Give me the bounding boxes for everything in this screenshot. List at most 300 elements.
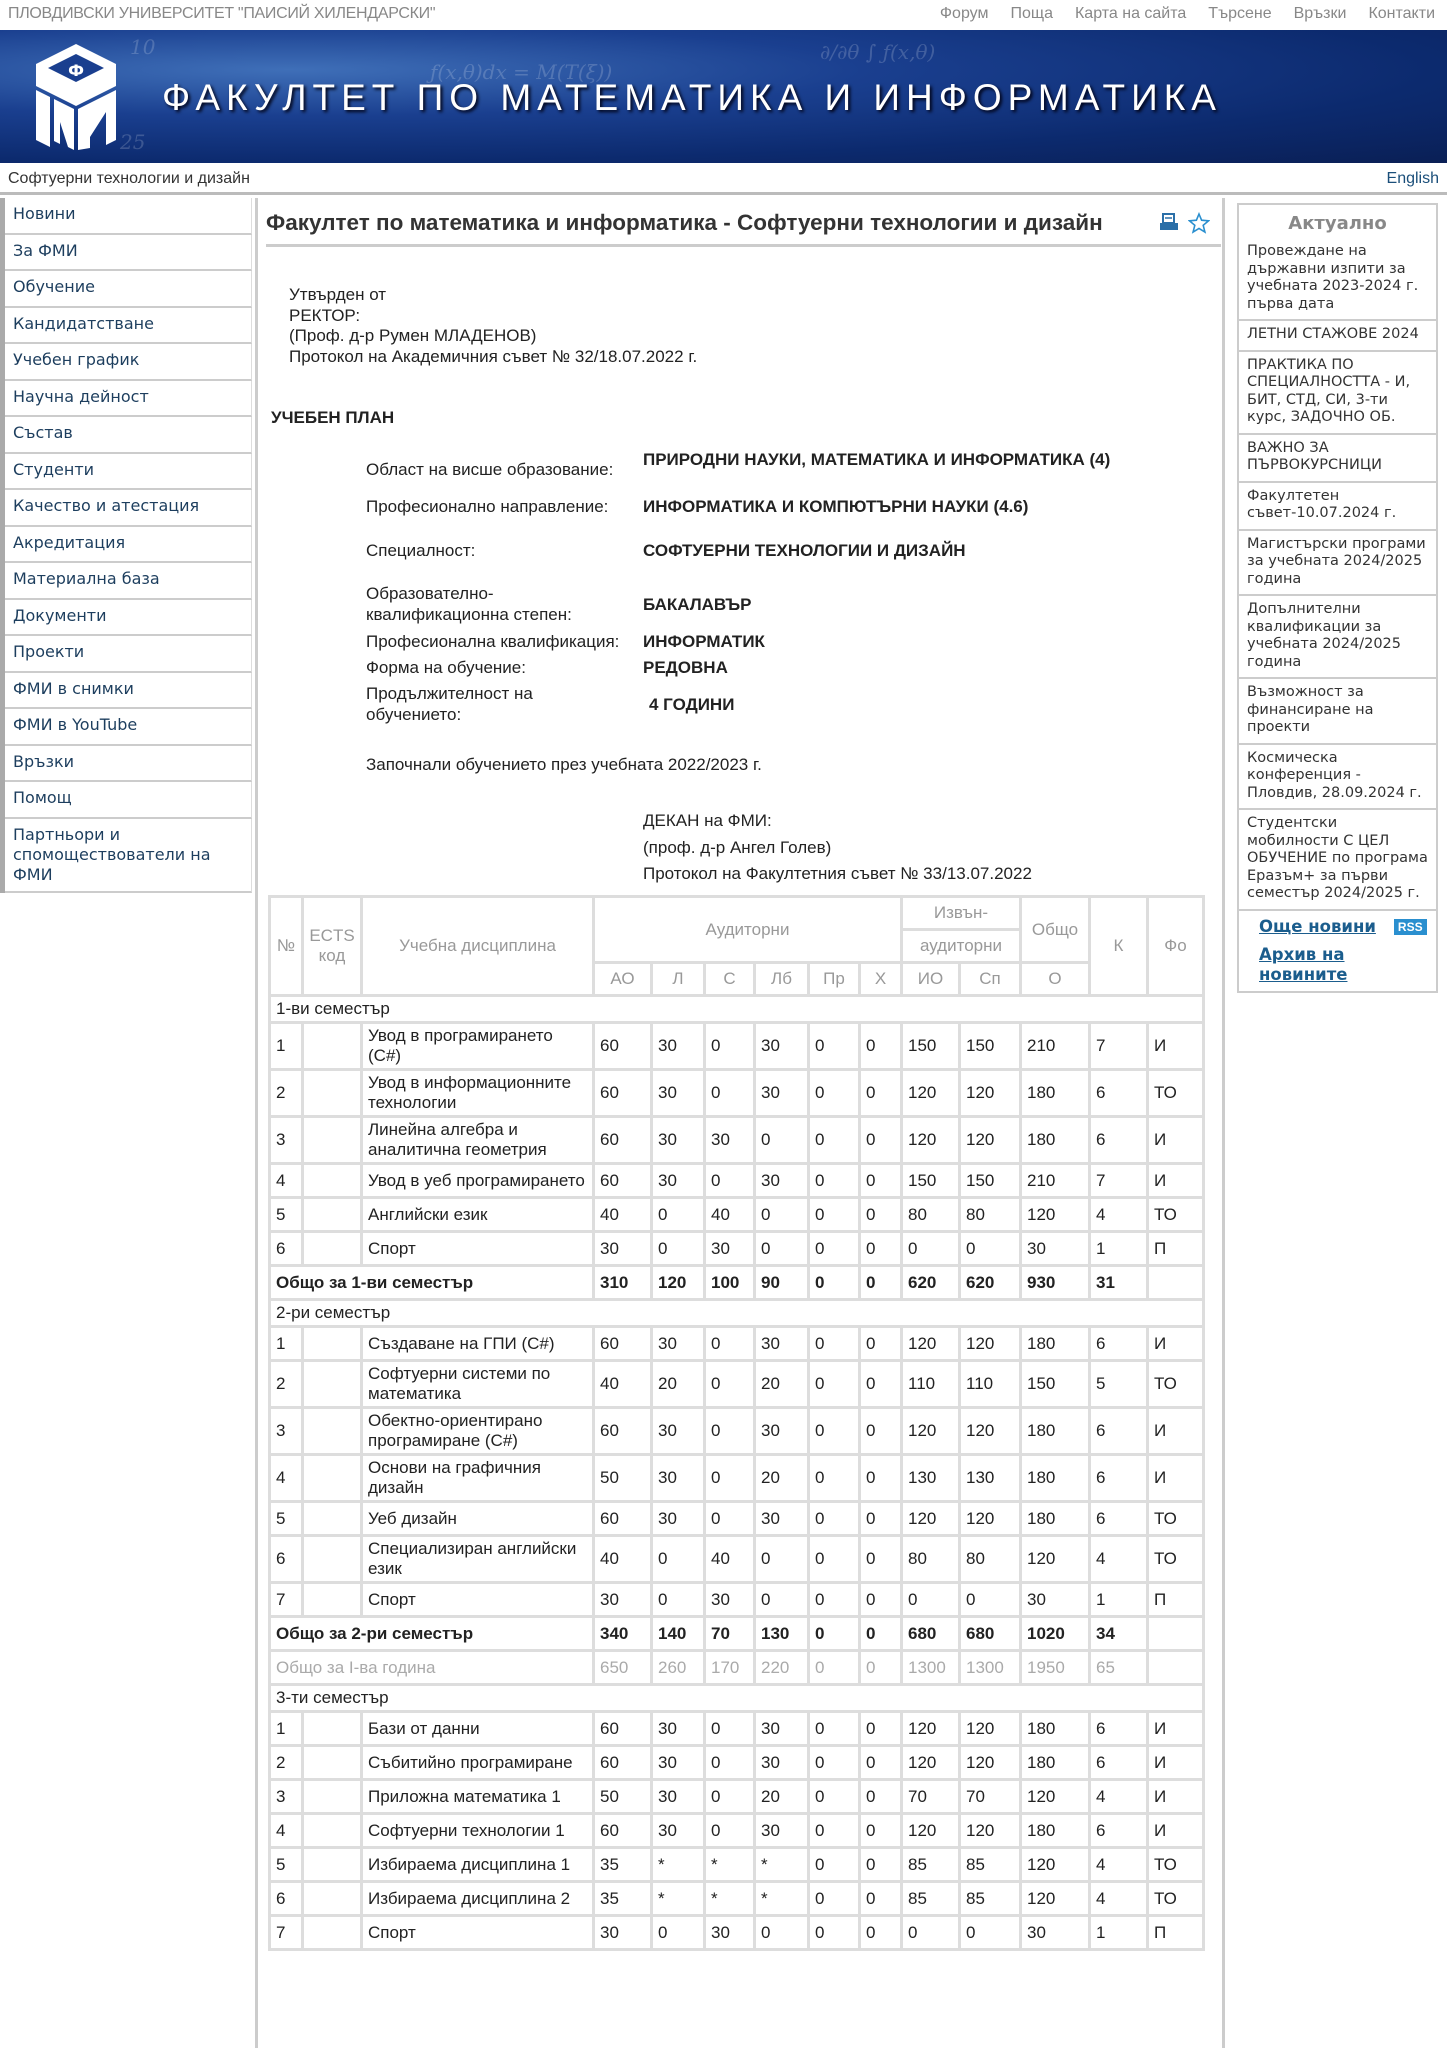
table-cell: Спорт xyxy=(362,1232,594,1266)
news-item[interactable]: Възможност за финансиране на проекти xyxy=(1239,679,1436,745)
info-label-duration: Продължителност на обучението: xyxy=(366,684,533,724)
table-cell: 2 xyxy=(270,1070,303,1117)
table-cell: 0 xyxy=(652,1198,705,1232)
total-cell: 1950 xyxy=(1021,1651,1090,1685)
nav-item[interactable]: Документи xyxy=(5,600,252,637)
nav-item[interactable]: Качество и атестация xyxy=(5,490,252,527)
header-sub-column: С xyxy=(705,963,755,996)
total-cell xyxy=(1148,1651,1204,1685)
more-news-link[interactable]: Още новини xyxy=(1259,916,1376,936)
table-cell: 30 xyxy=(652,1023,705,1070)
table-cell: 30 xyxy=(755,1023,809,1070)
table-cell: 180 xyxy=(1021,1327,1090,1361)
semester-total-row xyxy=(270,1266,1204,1300)
table-cell: 30 xyxy=(652,1455,705,1502)
info-label-qualification: Професионална квалификация: xyxy=(366,632,620,651)
table-cell: 5 xyxy=(270,1848,303,1882)
total-cell: 34 xyxy=(1090,1617,1148,1651)
link-search[interactable]: Търсене xyxy=(1208,5,1272,22)
header-sub-column: Х xyxy=(860,963,902,996)
header-sub-column: Пр xyxy=(809,963,860,996)
table-cell: 0 xyxy=(860,1198,902,1232)
table-cell: 30 xyxy=(705,1583,755,1617)
print-icon[interactable] xyxy=(1158,212,1180,234)
total-cell: 31 xyxy=(1090,1266,1148,1300)
top-bar xyxy=(0,0,1447,30)
table-cell: 150 xyxy=(902,1023,960,1070)
info-value-specialty: СОФТУЕРНИ ТЕХНОЛОГИИ И ДИЗАЙН xyxy=(643,541,966,560)
table-cell: П xyxy=(1148,1583,1204,1617)
table-cell: 0 xyxy=(860,1164,902,1198)
info-value-duration: 4 ГОДИНИ xyxy=(649,695,735,714)
news-item[interactable]: Космическа конференция - Пловдив, 28.09.2024 г. xyxy=(1239,745,1436,811)
total-cell: Общо за 1-ви семестър xyxy=(270,1266,594,1300)
table-cell: Бази от данни xyxy=(362,1712,594,1746)
table-cell: 0 xyxy=(902,1916,960,1950)
table-cell: 0 xyxy=(652,1583,705,1617)
year-total-row xyxy=(270,1651,1204,1685)
table-cell: Приложна математика 1 xyxy=(362,1780,594,1814)
table-cell: 0 xyxy=(755,1583,809,1617)
plan-heading: УЧЕБЕН ПЛАН xyxy=(271,408,395,427)
nav-item[interactable]: Новини xyxy=(5,198,252,235)
link-sitemap[interactable]: Карта на сайта xyxy=(1074,5,1187,22)
table-cell: 6 xyxy=(1090,1327,1148,1361)
total-cell: 65 xyxy=(1090,1651,1148,1685)
table-cell: И xyxy=(1148,1712,1204,1746)
table-cell: 0 xyxy=(860,1916,902,1950)
table-cell: П xyxy=(1148,1916,1204,1950)
table-cell: Софтуерни технологии 1 xyxy=(362,1814,594,1848)
header-no: № xyxy=(270,897,303,996)
table-cell: 0 xyxy=(809,1070,860,1117)
table-cell xyxy=(303,1455,362,1502)
nav-item[interactable]: Учебен график xyxy=(5,344,252,381)
table-row xyxy=(270,1023,1204,1070)
curriculum-table xyxy=(268,895,1205,1951)
table-cell: И xyxy=(1148,1814,1204,1848)
info-value-direction: ИНФОРМАТИКА И КОМПЮТЪРНИ НАУКИ (4.6) xyxy=(643,497,1029,516)
table-cell: ТО xyxy=(1148,1502,1204,1536)
table-cell: П xyxy=(1148,1232,1204,1266)
total-cell: Общо за I-ва година xyxy=(270,1651,594,1685)
table-cell: 4 xyxy=(270,1455,303,1502)
table-cell: 60 xyxy=(594,1712,652,1746)
star-favorite-icon[interactable] xyxy=(1188,212,1210,234)
table-cell: 0 xyxy=(860,1327,902,1361)
total-cell: 140 xyxy=(652,1617,705,1651)
table-cell: 120 xyxy=(902,1408,960,1455)
table-cell: 35 xyxy=(594,1882,652,1916)
table-cell: 70 xyxy=(960,1780,1021,1814)
table-cell: 30 xyxy=(755,1814,809,1848)
table-cell: 5 xyxy=(270,1502,303,1536)
table-cell: 1 xyxy=(270,1327,303,1361)
table-cell: 120 xyxy=(960,1502,1021,1536)
table-cell: 0 xyxy=(705,1814,755,1848)
table-cell: 35 xyxy=(594,1848,652,1882)
table-cell xyxy=(303,1814,362,1848)
table-cell: 0 xyxy=(809,1198,860,1232)
table-row xyxy=(270,1408,1204,1455)
table-cell: 0 xyxy=(705,1327,755,1361)
table-cell: 0 xyxy=(860,1814,902,1848)
dean-block xyxy=(643,808,1032,888)
table-cell: 30 xyxy=(652,1327,705,1361)
table-cell: 30 xyxy=(652,1746,705,1780)
table-cell: Основи на графичния дизайн xyxy=(362,1455,594,1502)
news-sidebar xyxy=(1237,203,1438,993)
table-cell: 1 xyxy=(270,1712,303,1746)
left-navigation xyxy=(0,198,252,893)
semester-title: 1-ви семестър xyxy=(270,996,1204,1023)
table-cell: 30 xyxy=(755,1070,809,1117)
table-cell: Обектно-ориентирано програмиране (C#) xyxy=(362,1408,594,1455)
nav-item[interactable]: Материална база xyxy=(5,563,252,600)
news-item[interactable]: Факултетен съвет-10.07.2024 г. xyxy=(1239,483,1436,531)
header-banner: ƒ(x,θ)dx = M(T(ξ)) ∂/∂θ ∫ ƒ(x,θ) 10 25 Ф ФАКУЛТЕТ ПО МАТЕМАТИКА И ИНФОРМАТИКА xyxy=(0,30,1447,163)
table-cell: 0 xyxy=(705,1455,755,1502)
table-cell: 0 xyxy=(705,1408,755,1455)
table-cell: 0 xyxy=(755,1536,809,1583)
table-row xyxy=(270,1327,1204,1361)
table-cell: 180 xyxy=(1021,1814,1090,1848)
table-cell: 6 xyxy=(270,1882,303,1916)
table-cell: 0 xyxy=(860,1117,902,1164)
table-cell: 60 xyxy=(594,1164,652,1198)
table-cell: 0 xyxy=(705,1164,755,1198)
header-extra-2: аудиторни xyxy=(902,930,1021,963)
table-cell: 6 xyxy=(1090,1070,1148,1117)
table-cell: 0 xyxy=(809,1232,860,1266)
table-cell: 30 xyxy=(1021,1583,1090,1617)
semester-title: 2-ри семестър xyxy=(270,1300,1204,1327)
info-label-degree: Образователно-квалификационна степен: xyxy=(366,584,572,624)
news-item[interactable]: ЛЕТНИ СТАЖОВЕ 2024 xyxy=(1239,321,1436,352)
table-cell: 110 xyxy=(902,1361,960,1408)
table-cell: 60 xyxy=(594,1023,652,1070)
table-cell xyxy=(303,1882,362,1916)
news-item[interactable]: Провеждане на държавни изпити за учебната 2023-2024 г. първа дата xyxy=(1239,238,1436,321)
table-cell: 0 xyxy=(755,1916,809,1950)
table-cell: Избираема дисциплина 1 xyxy=(362,1848,594,1882)
table-cell: 120 xyxy=(902,1327,960,1361)
table-cell: 0 xyxy=(755,1198,809,1232)
table-cell: 80 xyxy=(960,1198,1021,1232)
table-cell: Софтуерни системи по математика xyxy=(362,1361,594,1408)
table-cell: Избираема дисциплина 2 xyxy=(362,1882,594,1916)
table-cell: 20 xyxy=(755,1455,809,1502)
news-item[interactable]: ВАЖНО ЗА ПЪРВОКУРСНИЦИ xyxy=(1239,435,1436,483)
table-cell: 40 xyxy=(594,1198,652,1232)
table-cell: 85 xyxy=(960,1848,1021,1882)
table-cell: 30 xyxy=(652,1814,705,1848)
table-cell: 0 xyxy=(860,1712,902,1746)
table-cell: И xyxy=(1148,1164,1204,1198)
current-section: Софтуерни технологии и дизайн xyxy=(8,170,250,187)
table-row xyxy=(270,1502,1204,1536)
table-cell: 0 xyxy=(809,1023,860,1070)
total-cell: 680 xyxy=(902,1617,960,1651)
table-cell xyxy=(303,1232,362,1266)
table-cell: 0 xyxy=(652,1232,705,1266)
header-auditory: Аудиторни xyxy=(594,897,902,963)
table-cell: 60 xyxy=(594,1327,652,1361)
table-cell: 0 xyxy=(809,1712,860,1746)
table-cell: * xyxy=(755,1848,809,1882)
dean-protocol: Протокол на Факултетния съвет № 33/13.07.2022 xyxy=(643,864,1032,883)
table-cell: 30 xyxy=(652,1070,705,1117)
news-item[interactable]: Допълнителни квалификации за учебната 2024/2025 година xyxy=(1239,596,1436,679)
table-cell xyxy=(303,1023,362,1070)
header-form: Фо xyxy=(1148,897,1204,996)
table-cell xyxy=(303,1780,362,1814)
total-cell: 130 xyxy=(755,1617,809,1651)
header-extra-1: Извън- xyxy=(902,897,1021,930)
table-cell: 40 xyxy=(594,1536,652,1583)
table-cell xyxy=(303,1327,362,1361)
table-cell: 60 xyxy=(594,1070,652,1117)
total-cell: 220 xyxy=(755,1651,809,1685)
table-cell: 4 xyxy=(1090,1882,1148,1916)
fmi-logo[interactable] xyxy=(30,42,122,152)
table-cell: Увод в уеб програмирането xyxy=(362,1164,594,1198)
table-cell: 120 xyxy=(1021,1882,1090,1916)
table-cell xyxy=(303,1916,362,1950)
total-cell: 170 xyxy=(705,1651,755,1685)
table-cell: 0 xyxy=(705,1780,755,1814)
table-cell: 6 xyxy=(1090,1455,1148,1502)
news-archive-link[interactable]: Архив на новините xyxy=(1259,944,1348,984)
table-cell: 0 xyxy=(809,1455,860,1502)
top-links xyxy=(940,5,1435,23)
table-cell: Създаване на ГПИ (C#) xyxy=(362,1327,594,1361)
table-cell: 30 xyxy=(755,1327,809,1361)
table-cell: 30 xyxy=(594,1583,652,1617)
nav-item[interactable]: Партньори и спомоществователи на ФМИ xyxy=(5,819,252,893)
table-cell: 120 xyxy=(902,1814,960,1848)
table-cell xyxy=(303,1583,362,1617)
table-row xyxy=(270,1198,1204,1232)
table-cell: 120 xyxy=(902,1117,960,1164)
table-cell: 5 xyxy=(270,1198,303,1232)
semester-row xyxy=(270,996,1204,1023)
table-cell: 0 xyxy=(755,1232,809,1266)
table-cell: 0 xyxy=(809,1583,860,1617)
table-cell: ТО xyxy=(1148,1198,1204,1232)
approved-protocol: Протокол на Академичния съвет № 32/18.07.2022 г. xyxy=(289,346,698,366)
nav-item[interactable]: ФМИ в YouTube xyxy=(5,709,252,746)
table-cell xyxy=(303,1502,362,1536)
table-cell: * xyxy=(705,1848,755,1882)
nav-item[interactable]: Научна дейност xyxy=(5,381,252,418)
started-text: Започнали обучението през учебната 2022/2023 г. xyxy=(366,755,762,774)
table-cell: 180 xyxy=(1021,1070,1090,1117)
total-cell: 120 xyxy=(652,1266,705,1300)
table-cell: 1 xyxy=(270,1023,303,1070)
table-cell: 70 xyxy=(902,1780,960,1814)
table-row xyxy=(270,1536,1204,1583)
table-cell: 150 xyxy=(902,1164,960,1198)
table-row xyxy=(270,1583,1204,1617)
table-cell: 0 xyxy=(809,1916,860,1950)
table-cell: 120 xyxy=(960,1327,1021,1361)
table-cell: 30 xyxy=(652,1164,705,1198)
table-cell: И xyxy=(1148,1455,1204,1502)
news-item[interactable]: Студентски мобилности С ЦЕЛ ОБУЧЕНИЕ по програма Еразъм+ за първи семестър 2024/2025 г. xyxy=(1239,810,1436,911)
table-cell: 30 xyxy=(594,1916,652,1950)
table-cell: 0 xyxy=(860,1408,902,1455)
table-row xyxy=(270,1780,1204,1814)
table-cell: Спорт xyxy=(362,1583,594,1617)
table-cell: 0 xyxy=(809,1408,860,1455)
semester-row xyxy=(270,1685,1204,1712)
table-cell: 4 xyxy=(1090,1198,1148,1232)
header-ects: ECTS код xyxy=(303,897,362,996)
table-cell: И xyxy=(1148,1408,1204,1455)
table-cell: * xyxy=(652,1882,705,1916)
table-cell: 30 xyxy=(652,1712,705,1746)
total-cell: 1020 xyxy=(1021,1617,1090,1651)
table-cell: 40 xyxy=(594,1361,652,1408)
nav-item[interactable]: Помощ xyxy=(5,782,252,819)
news-item[interactable]: ПРАКТИКА ПО СПЕЦИАЛНОСТТА - И, БИТ, СТД, СИ, 3-ти курс, ЗАДОЧНО ОБ. xyxy=(1239,352,1436,435)
nav-item[interactable]: ФМИ в снимки xyxy=(5,673,252,710)
table-cell: 50 xyxy=(594,1780,652,1814)
table-cell: 0 xyxy=(809,1536,860,1583)
table-cell: 150 xyxy=(960,1164,1021,1198)
table-cell: 6 xyxy=(1090,1814,1148,1848)
table-cell: 0 xyxy=(652,1536,705,1583)
table-row xyxy=(270,1164,1204,1198)
table-cell: 30 xyxy=(1021,1232,1090,1266)
table-cell: 0 xyxy=(705,1746,755,1780)
table-row xyxy=(270,1882,1204,1916)
table-cell: 40 xyxy=(705,1198,755,1232)
nav-item[interactable]: Студенти xyxy=(5,454,252,491)
university-name: ПЛОВДИВСКИ УНИВЕРСИТЕТ "ПАИСИЙ ХИЛЕНДАРСКИ" xyxy=(8,5,436,22)
table-cell: * xyxy=(652,1848,705,1882)
table-cell: 120 xyxy=(902,1502,960,1536)
table-cell: 30 xyxy=(755,1502,809,1536)
table-cell xyxy=(303,1746,362,1780)
table-cell: 30 xyxy=(755,1408,809,1455)
table-cell: 0 xyxy=(809,1361,860,1408)
table-cell: И xyxy=(1148,1117,1204,1164)
nav-item[interactable]: Проекти xyxy=(5,636,252,673)
news-item[interactable]: Магистърски програми за учебната 2024/2025 година xyxy=(1239,531,1436,597)
table-cell: 120 xyxy=(960,1814,1021,1848)
info-label-form: Форма на обучение: xyxy=(366,658,526,677)
language-english-link[interactable]: English xyxy=(1386,170,1439,187)
table-cell: 120 xyxy=(902,1070,960,1117)
table-cell: 0 xyxy=(652,1916,705,1950)
table-row xyxy=(270,1814,1204,1848)
table-cell: ТО xyxy=(1148,1070,1204,1117)
table-row xyxy=(270,1712,1204,1746)
table-cell: 20 xyxy=(652,1361,705,1408)
info-value-qualification: ИНФОРМАТИК xyxy=(643,632,765,651)
link-contacts[interactable]: Контакти xyxy=(1368,5,1435,22)
info-label-area: Област на висше образование: xyxy=(366,460,614,479)
page-title: Факултет по математика и информатика - Софтуерни технологии и дизайн xyxy=(266,210,1103,235)
table-cell: 40 xyxy=(705,1536,755,1583)
table-cell: 4 xyxy=(1090,1780,1148,1814)
total-cell: 930 xyxy=(1021,1266,1090,1300)
table-cell: 60 xyxy=(594,1117,652,1164)
table-row xyxy=(270,1455,1204,1502)
nav-item[interactable]: Връзки xyxy=(5,746,252,783)
table-cell: 20 xyxy=(755,1361,809,1408)
table-cell: 6 xyxy=(1090,1712,1148,1746)
link-links[interactable]: Връзки xyxy=(1293,5,1347,22)
table-cell xyxy=(303,1070,362,1117)
table-cell: 3 xyxy=(270,1117,303,1164)
total-cell: 90 xyxy=(755,1266,809,1300)
rss-icon[interactable]: RSS xyxy=(1394,919,1427,935)
table-cell: И xyxy=(1148,1780,1204,1814)
total-cell: 1300 xyxy=(902,1651,960,1685)
table-cell: И xyxy=(1148,1023,1204,1070)
table-cell: 30 xyxy=(705,1916,755,1950)
header-sub-column: ИО xyxy=(902,963,960,996)
table-cell: 120 xyxy=(960,1408,1021,1455)
table-cell: 0 xyxy=(809,1327,860,1361)
table-cell xyxy=(303,1536,362,1583)
table-cell: 7 xyxy=(1090,1164,1148,1198)
table-cell: * xyxy=(755,1882,809,1916)
table-cell: Увод в информационните технологии xyxy=(362,1070,594,1117)
table-cell: 210 xyxy=(1021,1023,1090,1070)
nav-item[interactable]: За ФМИ xyxy=(5,235,252,272)
nav-item[interactable]: Състав xyxy=(5,417,252,454)
info-value-degree: БАКАЛАВЪР xyxy=(643,595,752,614)
nav-item[interactable]: Кандидатстване xyxy=(5,308,252,345)
table-cell: ТО xyxy=(1148,1536,1204,1583)
table-cell: 0 xyxy=(705,1023,755,1070)
table-cell: 0 xyxy=(902,1232,960,1266)
nav-item[interactable]: Акредитация xyxy=(5,527,252,564)
link-mail[interactable]: Поща xyxy=(1010,5,1053,22)
table-cell: 4 xyxy=(1090,1848,1148,1882)
table-row xyxy=(270,1848,1204,1882)
link-forum[interactable]: Форум xyxy=(939,5,989,22)
table-cell: 4 xyxy=(1090,1536,1148,1583)
header-discipline: Учебна дисциплина xyxy=(362,897,594,996)
table-cell: 80 xyxy=(902,1536,960,1583)
table-cell: 60 xyxy=(594,1408,652,1455)
title-divider xyxy=(266,244,1221,247)
faculty-title: ФАКУЛТЕТ ПО МАТЕМАТИКА И ИНФОРМАТИКА xyxy=(162,77,1222,118)
table-cell: 0 xyxy=(860,1746,902,1780)
nav-item[interactable]: Обучение xyxy=(5,271,252,308)
header-sub-column: Сп xyxy=(960,963,1021,996)
dean-title: ДЕКАН на ФМИ: xyxy=(643,811,772,830)
table-cell: Линейна алгебра и аналитична геометрия xyxy=(362,1117,594,1164)
table-cell: 6 xyxy=(270,1232,303,1266)
table-row xyxy=(270,1070,1204,1117)
table-cell: 6 xyxy=(1090,1408,1148,1455)
table-cell: 210 xyxy=(1021,1164,1090,1198)
header-sub-column: Лб xyxy=(755,963,809,996)
table-cell: 7 xyxy=(1090,1023,1148,1070)
table-cell: 120 xyxy=(1021,1536,1090,1583)
table-cell: 0 xyxy=(960,1916,1021,1950)
total-cell: Общо за 2-ри семестър xyxy=(270,1617,594,1651)
table-cell: 1 xyxy=(1090,1583,1148,1617)
total-cell: 70 xyxy=(705,1617,755,1651)
table-cell: Специализиран английски език xyxy=(362,1536,594,1583)
